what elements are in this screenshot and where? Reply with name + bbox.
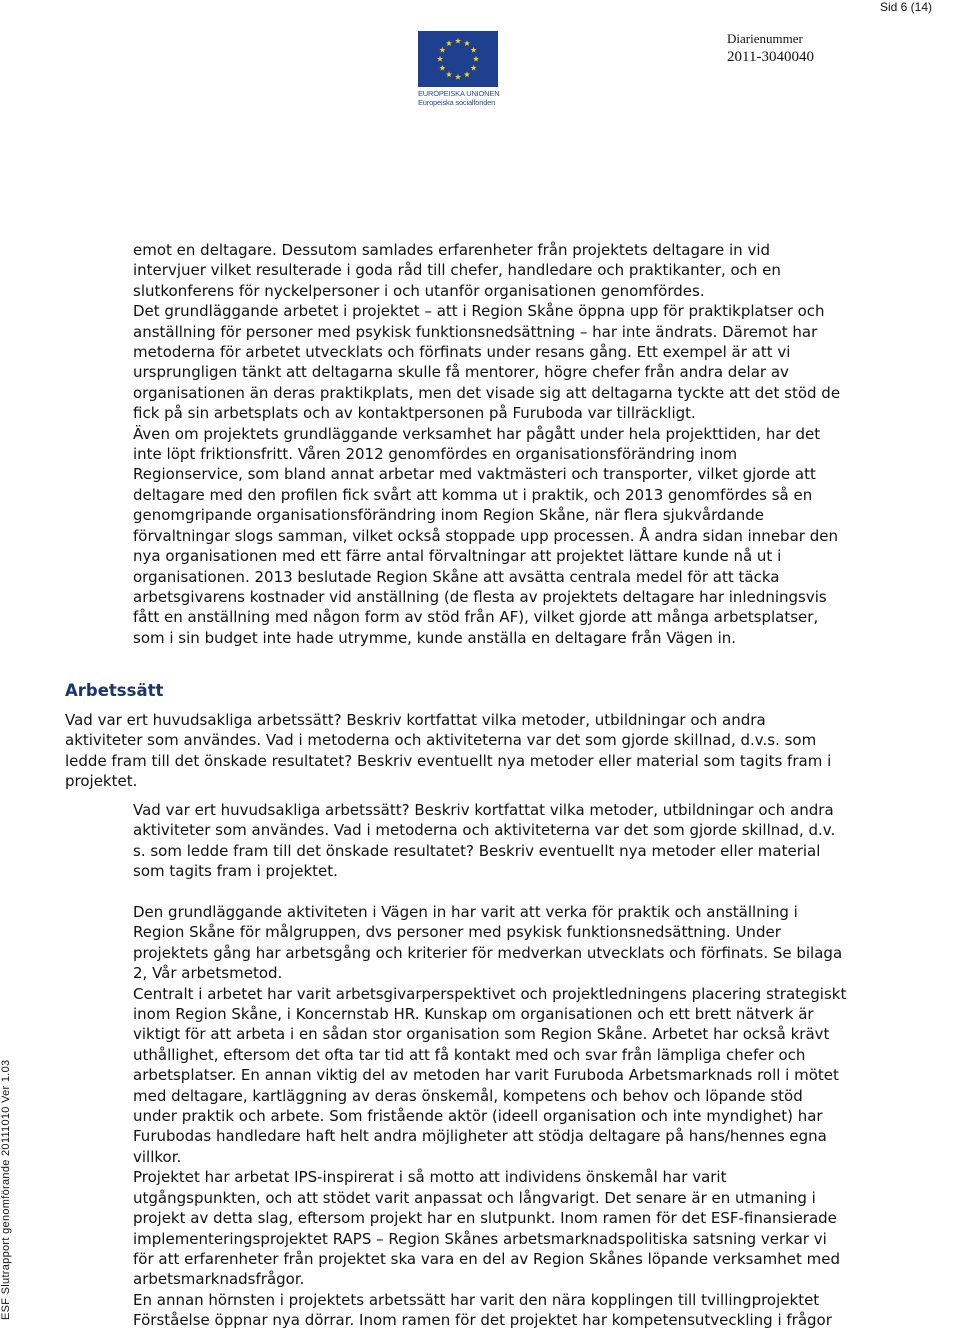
diarienummer-label: Diarienummer <box>727 31 803 46</box>
section-heading: Arbetssätt <box>65 681 164 700</box>
diarienummer-value: 2011-3040040 <box>727 49 814 65</box>
text-line: fått en anställning med någon form av stöd från AF), vilket gjorde att många arbetsplatser, <box>133 608 819 627</box>
text-line: Furubodas handledare haft helt andra möjligheter att stödja deltagare på hans/hennes egna <box>133 1127 827 1146</box>
text-line: En annan hörnsten i projektets arbetssätt har varit den nära kopplingen till tvillingprojektet <box>133 1290 820 1309</box>
text-line: Regionservice, som bland annat arbetar med vaktmästeri och transporter, vilket gjorde att <box>133 465 816 484</box>
text-line: Centralt i arbetet har varit arbetsgivarperspektivet och projektledningens placering strategiskt <box>133 984 847 1003</box>
text-line: Projektet har arbetat IPS-inspirerat i så motto att individens önskemål har varit <box>133 1168 727 1187</box>
text-line: inte löpt friktionsfritt. Våren 2012 genomfördes en organisationsförändring inom <box>133 445 738 464</box>
text-line: för att erfarenheter från projektet ska vara en del av Region Skånes löpande verksamhet med <box>133 1249 841 1268</box>
text-line: uthållighet, eftersom det ofta tar tid att få kontakt med och svar från lämpliga chefer och <box>133 1045 806 1064</box>
text-line: inom Region Skåne, i Koncernstab HR. Kunskap om organisationen och ett brett nätverk är <box>133 1005 814 1024</box>
eu-logo-text-fund: Europeiska socialfonden <box>418 98 496 107</box>
text-line: Även om projektets grundläggande verksamhet har pågått under hela projekttiden, har det <box>133 424 821 443</box>
text-line: ursprungligen tänkt att deltagarna skulle få mentorer, högre chefer från andra delar av <box>133 363 789 382</box>
text-line: implementeringsprojektet RAPS – Region Skånes arbetsmarknadspolitiska satsning verkar vi <box>133 1229 827 1248</box>
section-answer <box>133 902 948 1331</box>
text-line: utgångspunkten, och att stödet varit anpassat och långvarigt. Det senare är en utmaning i <box>133 1188 816 1207</box>
text-line: organisationen än deras praktikplats, men det visade sig att deltagarna tyckte att det stöd de <box>133 383 841 402</box>
text-line: emot en deltagare. Dessutom samlades erfarenheter från projektets deltagare in vid <box>133 241 771 259</box>
text-line: nya organisationen med ett färre antal förvaltningar att projektet lättare kunde nå ut i <box>133 547 782 566</box>
text-line: fick på sin arbetsplats och av kontaktpersonen på Furuboda var tillräckligt. <box>133 404 696 423</box>
text-line: Förståelse öppnar nya dörrar. Inom ramen för det projektet har kompetensutveckling i frågor <box>133 1311 832 1330</box>
page-number: Sid 6 (14) <box>880 0 933 14</box>
text-line: aktiviteter som användes. Vad i metoderna och aktiviteterna var det som gjorde skillnad, d.v.s. som <box>65 731 817 750</box>
text-line: 2, Vår arbetsmetod. <box>133 964 283 983</box>
eu-logo <box>418 31 498 107</box>
footer-vertical-text: ESF Slutrapport genomförande 20111010 Ver 1.03 <box>0 1059 12 1320</box>
text-line: arbetsmarknadsfrågor. <box>133 1270 305 1289</box>
text-line: Den grundläggande aktiviteten i Vägen in har varit att verka för praktik och anställning i <box>133 903 798 921</box>
text-line: Vad var ert huvudsakliga arbetssätt? Beskriv kortfattat vilka metoder, utbildningar och andra <box>133 801 834 819</box>
eu-logo-text-union: EUROPEISKA UNIONEN <box>418 89 500 98</box>
text-line: under praktik och arbete. Som fristående aktör (ideell organisation och inte myndighet) har <box>133 1107 823 1126</box>
text-line: organisationen. 2013 beslutade Region Skåne att avsätta centrala medel för att täcka <box>133 567 780 586</box>
text-line: arbetsgivarens kostnader vid anställning (de flesta av projektets deltagare har inledningsvis <box>133 587 827 606</box>
text-line: projekt av detta slag, eftersom projekt har en slutpunkt. Inom ramen för det ESF-finansierade <box>133 1209 837 1228</box>
text-line: med deltagare, kartläggning av deras önskemål, kompetens och behov och löpande stöd <box>133 1086 803 1105</box>
text-line: projektet. <box>65 772 138 791</box>
text-line: som tagits fram i projektet. <box>133 862 338 881</box>
text-line: viktigt för att arbeta i en sådan stor organisation som Region Skåne. Arbetet har också krävt <box>133 1025 830 1044</box>
eu-flag-icon <box>418 31 498 87</box>
text-line: Det grundläggande arbetet i projektet – att i Region Skåne öppna upp för praktikplatser och <box>133 302 825 321</box>
text-line: förvaltningar slogs samman, vilket också stoppade upp processen. Å andra sidan innebar den <box>133 526 838 545</box>
text-line: projektets gång har arbetsgång och kriterier för medverkan utvecklats och förfinats. Se bilaga <box>133 943 843 962</box>
text-line: Vad var ert huvudsakliga arbetssätt? Beskriv kortfattat vilka metoder, utbildningar och andra <box>65 711 766 729</box>
text-line: ledde fram till det önskade resultatet? Beskriv eventuellt nya metoder eller material som tagits fram i <box>65 751 832 770</box>
text-line: s. som ledde fram till det önskade resultatet? Beskriv eventuellt nya metoder eller material <box>133 841 821 860</box>
text-line: som i sin budget inte hade utrymme, kunde anställa en deltagare från Vägen in. <box>133 628 737 647</box>
text-line: aktiviteter som användes. Vad i metoderna och aktiviteterna var det som gjorde skillnad, d.v. <box>133 821 836 840</box>
section-question <box>65 710 945 792</box>
text-line: Region Skåne för målgruppen, dvs personer med psykisk funktionsnedsättning. Under <box>133 923 781 942</box>
text-line: arbetsplatser. En annan viktig del av metoden har varit Furuboda Arbetsmarknads roll i mötet <box>133 1066 839 1085</box>
text-line: anställning för personer med psykisk funktionsnedsättning – har inte ändrats. Däremot har <box>133 322 818 341</box>
text-line: intervjuer vilket resulterade i goda råd till chefer, handledare och praktikanter, och en <box>133 261 781 280</box>
text-line: metoderna för arbetet utvecklats och förfinats under resans gång. Ett exempel är att vi <box>133 343 791 362</box>
text-line: deltagare med den profilen fick svårt att komma ut i praktik, och 2013 genomfördes så en <box>133 485 813 504</box>
text-line: slutkonferens för nyckelpersoner i och utanför organisationen genomfördes. <box>133 281 705 300</box>
section-question-repeat <box>133 800 948 882</box>
text-line: genomgripande organisationsförändring inom Region Skåne, när flera sjukvårdande <box>133 506 764 525</box>
top-paragraph <box>133 240 948 648</box>
text-line: villkor. <box>133 1147 182 1166</box>
